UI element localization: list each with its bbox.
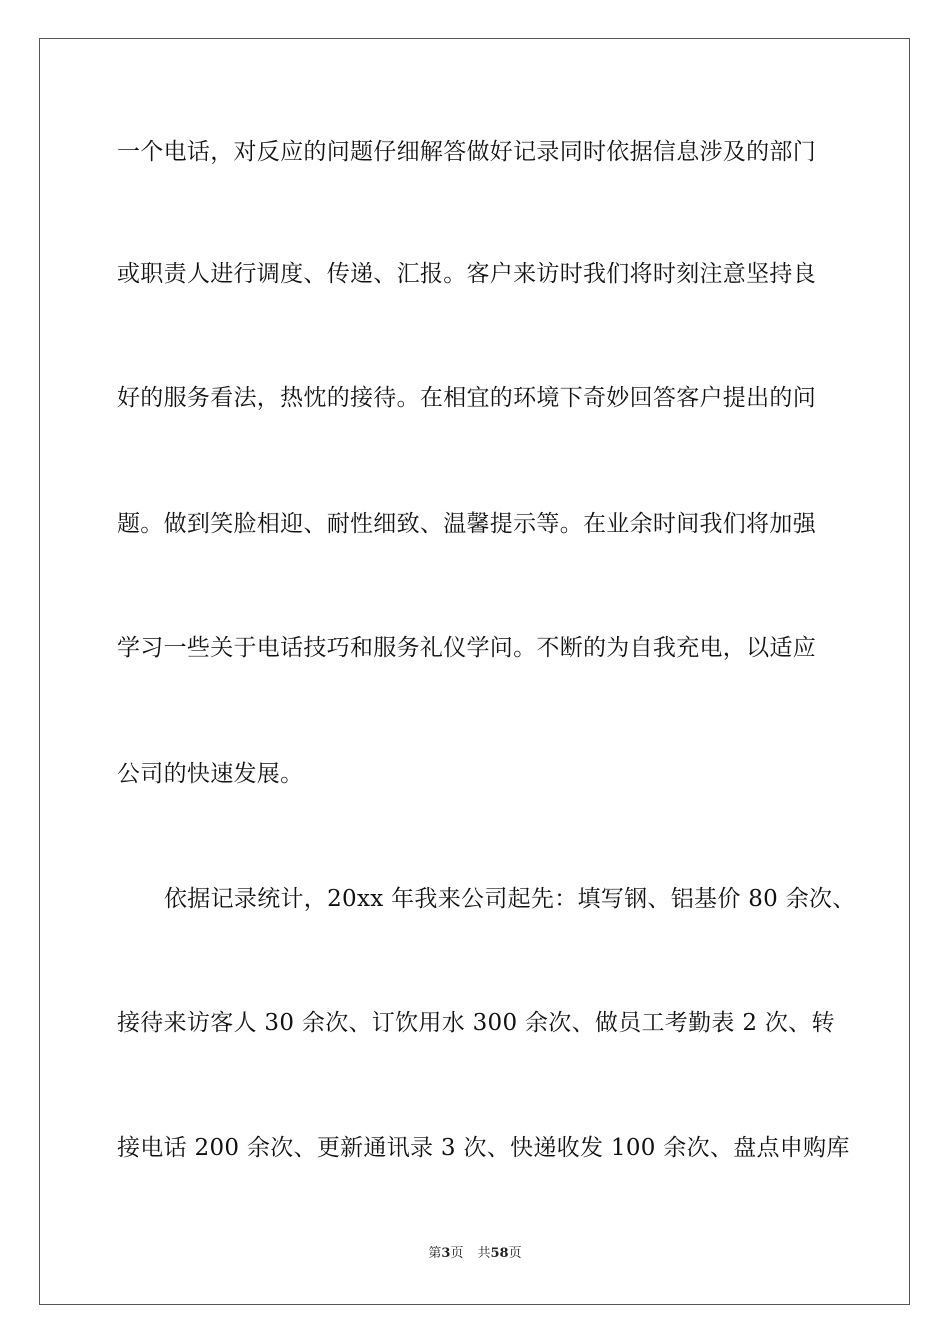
- paragraph-line: 学习一些关于电话技巧和服务礼仪学问。不断的为自我充电，以适应: [117, 635, 816, 661]
- paragraph-line: 一个电话，对反应的问题仔细解答做好记录同时依据信息涉及的部门: [117, 139, 816, 165]
- page-border: [39, 38, 910, 1305]
- total-prefix: 共: [477, 1246, 491, 1261]
- paragraph-line: 接待来访客人 30 余次、订饮用水 300 余次、做员工考勤表 2 次、转: [117, 1010, 835, 1036]
- total-pages: 58: [490, 1246, 509, 1261]
- paragraph-line: 或职责人进行调度、传递、汇报。客户来访时我们将时刻注意坚持良: [117, 261, 816, 287]
- paragraph-line: 公司的快速发展。: [117, 761, 304, 787]
- page-number: 3: [441, 1246, 451, 1261]
- total-suffix: 页: [508, 1246, 522, 1261]
- paragraph-line: 题。做到笑脸相迎、耐性细致、温馨提示等。在业余时间我们将加强: [117, 511, 816, 537]
- page-footer: [0, 1245, 950, 1263]
- paragraph-line: 好的服务看法，热忱的接待。在相宜的环境下奇妙回答客户提出的问: [117, 385, 816, 411]
- page-suffix: 页: [450, 1246, 464, 1261]
- paragraph-line: 接电话 200 余次、更新通讯录 3 次、快递收发 100 余次、盘点申购库: [117, 1135, 850, 1161]
- page-prefix: 第: [428, 1246, 442, 1261]
- paragraph-line: 依据记录统计，20xx 年我来公司起先：填写钢、铝基价 80 余次、: [164, 886, 856, 912]
